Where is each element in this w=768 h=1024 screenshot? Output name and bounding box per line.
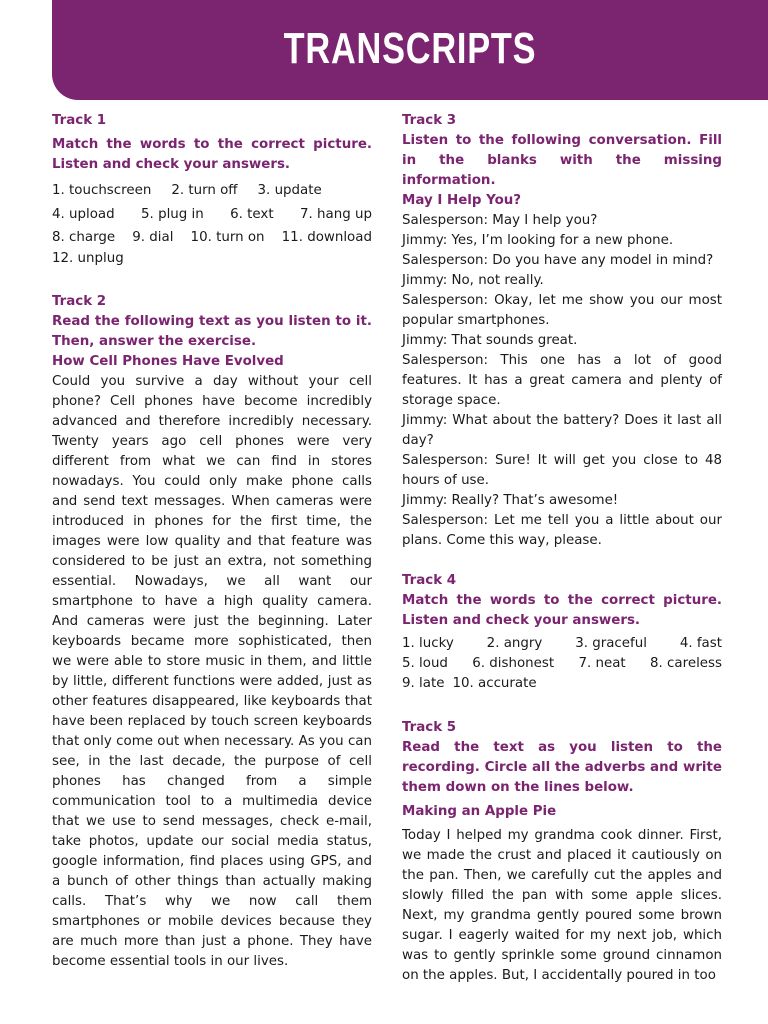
dialogue-line: Salesperson: Let me tell you a little about our plans. Come this way, please.	[402, 513, 722, 548]
right-column	[402, 110, 722, 986]
track2-label: Track 2	[52, 293, 107, 309]
word-item: 12. unplug	[52, 250, 124, 266]
track2-instruction: Read the following text as you listen to it. Then, answer the exercise.	[52, 313, 372, 349]
word-item: 10. turn on	[190, 230, 265, 245]
word-item: 8. charge	[52, 230, 116, 245]
dialogue-line: Jimmy: What about the battery? Does it last all day?	[402, 413, 722, 448]
word-row	[52, 203, 372, 227]
track5-instruction: Read the text as you listen to the recording. Circle all the adverbs and write them down on the lines below.	[402, 740, 722, 795]
track3-label: Track 3	[402, 113, 457, 128]
word-item: 7. hang up	[300, 206, 372, 222]
word-item: 11. download	[281, 230, 372, 245]
word-item: 4. fast	[679, 636, 722, 651]
word-row	[402, 634, 722, 654]
word-item: 1. lucky	[402, 636, 454, 651]
word-item: 1. touchscreen	[52, 183, 152, 198]
track2-body: Could you survive a day without your cell phone? Cell phones have become incredibly advanced and therefore incredibly necessary. Twenty years ago cell phones were very different from what we can find in stores nowadays. You could only make phone calls and send text messages. When cameras were introduced in phones for the first time, the images were low quality and that feature was considered to be just an extra, not something essential. Nowadays, we all want our smartphone to have a high quality camera. And cameras were just the beginning. Later keyboards became more sophisticated, then we were able to store music in them, and little by little, different functions were added, just as other features disappeared, like keyboards that have been replaced by touch screen keyboards that only come out when necessary. As you can see, in the last decade, the purpose of cell phones has changed from a simple communication tool to a multimedia device that we use to send messages, check e-mail, take photos, update our social media status, google information, find places using GPS, and a bunch of other things than actually making calls. That’s why we now call them smartphones or mobile devices because they are much more than just a phone. They have become essential tools in our lives.	[52, 373, 372, 969]
track3-dialogue	[402, 211, 722, 551]
word-row	[52, 250, 372, 268]
word-row	[402, 674, 722, 694]
word-item: 2. angry	[486, 636, 543, 651]
word-row	[52, 226, 372, 250]
dialogue-line: Salesperson: This one has a lot of good features. It has a great camera and plenty of storage space.	[402, 353, 722, 408]
track4-word-list	[402, 634, 722, 694]
track2-subtitle: How Cell Phones Have Evolved	[52, 353, 284, 369]
track5-label: Track 5	[402, 720, 457, 735]
word-item: 6. dishonest	[472, 656, 555, 671]
track3-instruction: Listen to the following conversation. Fill in the blanks with the missing information.	[402, 133, 722, 188]
word-item: 8. careless	[650, 656, 722, 671]
page-title: TRANSCRIPTS	[283, 24, 537, 73]
track1-label: Track 1	[52, 113, 107, 128]
track3-subtitle: May I Help You?	[402, 193, 522, 208]
word-item: 7. neat	[578, 656, 626, 671]
word-row	[52, 179, 372, 203]
dialogue-line: Jimmy: No, not really.	[402, 273, 544, 288]
dialogue-line: Salesperson: May I help you?	[402, 213, 598, 228]
left-column	[52, 110, 372, 972]
word-item: 10. accurate	[452, 676, 537, 691]
dialogue-line: Jimmy: Yes, I’m looking for a new phone.	[402, 233, 674, 248]
dialogue-line: Jimmy: Really? That’s awesome!	[402, 493, 619, 508]
track1-instruction: Match the words to the correct picture. Listen and check your answers.	[52, 137, 372, 172]
track5-body: Today I helped my grandma cook dinner. First, we made the crust and placed it cautiously on the pan. Then, we carefully cut the apples and slowly filled the pan with some apple slices. Next, my grandma gently poured some brown sugar. I eagerly waited for my next job, which was to gently sprinkle some ground cinnamon on the apples. But, I accidentally poured in too	[402, 828, 722, 983]
dialogue-line: Salesperson: Okay, let me show you our most popular smartphones.	[402, 293, 722, 328]
dialogue-line: Jimmy: That sounds great.	[402, 333, 578, 348]
track4-instruction: Match the words to the correct picture. Listen and check your answers.	[402, 593, 722, 628]
word-item: 6. text	[230, 206, 274, 222]
track1-word-list	[52, 179, 372, 268]
word-item: 9. late	[402, 676, 445, 691]
word-item: 3. update	[257, 183, 322, 198]
track5-subtitle: Making an Apple Pie	[402, 804, 557, 819]
track4-label: Track 4	[402, 573, 457, 588]
dialogue-line: Salesperson: Do you have any model in mind?	[402, 253, 714, 268]
word-item: 5. loud	[402, 656, 448, 671]
word-item: 3. graceful	[575, 636, 647, 651]
dialogue-line: Salesperson: Sure! It will get you close to 48 hours of use.	[402, 453, 722, 488]
header-banner	[52, 0, 768, 100]
word-item: 9. dial	[132, 230, 174, 245]
word-row	[402, 654, 722, 674]
word-item: 4. upload	[52, 206, 115, 222]
word-item: 5. plug in	[141, 206, 204, 222]
word-item: 2. turn off	[171, 183, 238, 198]
